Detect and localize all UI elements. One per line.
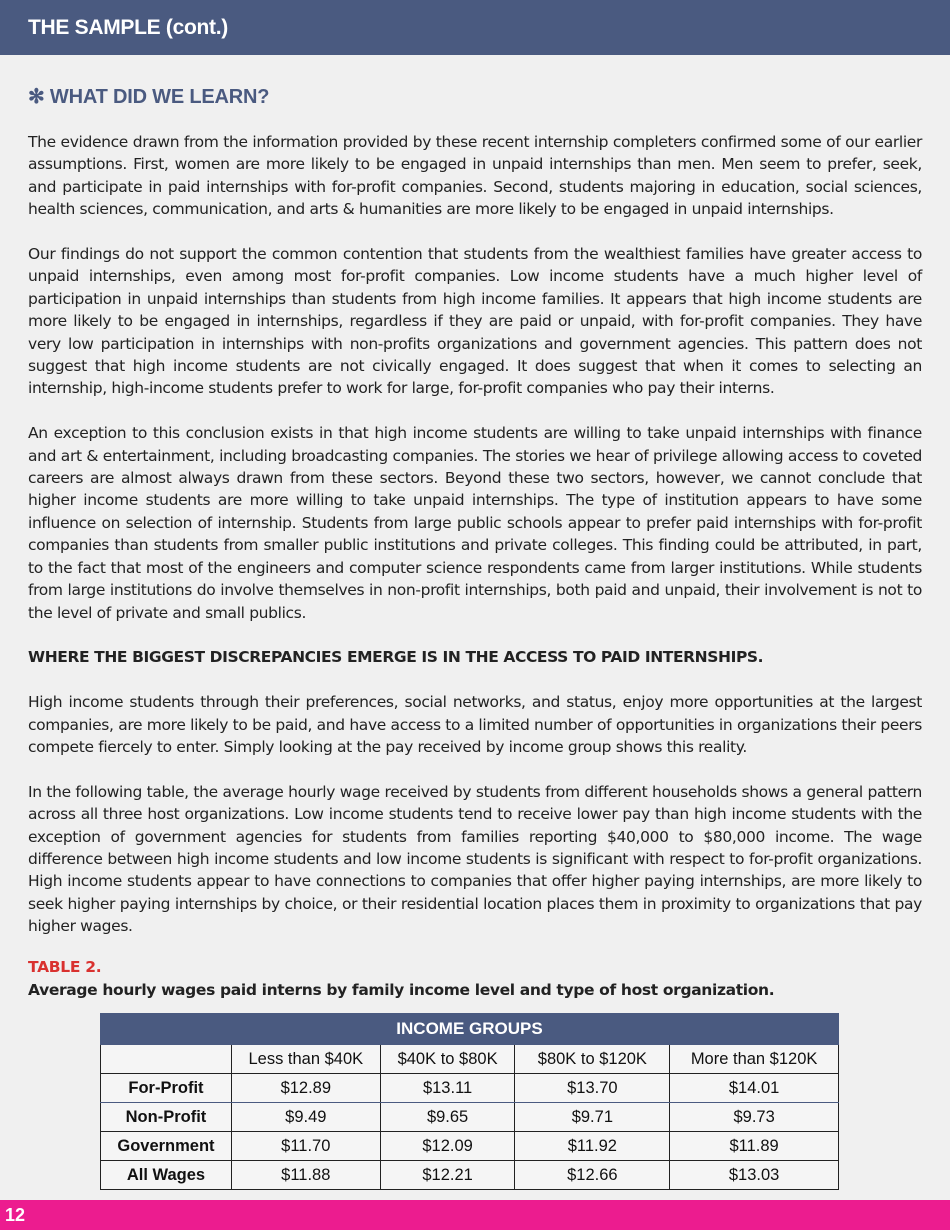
table-row <box>101 1161 839 1190</box>
column-header: $40K to $80K <box>380 1045 515 1074</box>
table-label: TABLE 2. <box>28 958 102 976</box>
table-cell: $14.01 <box>670 1074 839 1103</box>
table-cell: $11.70 <box>231 1132 380 1161</box>
column-header <box>101 1045 232 1074</box>
page-number: 12 <box>5 1205 26 1225</box>
row-label: For-Profit <box>101 1074 232 1103</box>
paragraph: Our findings do not support the common contention that students from the wealthiest families have greater access to unpaid internships, even among most for-profit companies. Low income students have a much higher level of participation in unpaid internships than students from high income families. It appears that high income students are more likely to be engaged in internships, regardless if they are paid or unpaid, with for-profit companies. They have very low participation in internships with non-profits organizations and government agencies. This pattern does not suggest that high income students are not civically engaged. It does suggest that when it comes to selecting an internship, high-income students prefer to work for large, for-profit companies who pay their interns. <box>28 245 922 398</box>
table-row <box>101 1103 839 1132</box>
table-cell: $9.71 <box>515 1103 670 1132</box>
wages-table <box>100 1013 839 1190</box>
table-cell: $9.49 <box>231 1103 380 1132</box>
header-title: THE SAMPLE (cont.) <box>28 16 228 39</box>
table-cell: $12.09 <box>380 1132 515 1161</box>
table-cell: $11.89 <box>670 1132 839 1161</box>
table-row <box>101 1074 839 1103</box>
table-row <box>101 1132 839 1161</box>
emphasis-heading: WHERE THE BIGGEST DISCREPANCIES EMERGE IS IN THE ACCESS TO PAID INTERNSHIPS. <box>28 648 764 667</box>
table-cell: $9.65 <box>380 1103 515 1132</box>
table-cell: $9.73 <box>670 1103 839 1132</box>
table-group-header-row <box>101 1014 839 1045</box>
column-header: More than $120K <box>670 1045 839 1074</box>
table-cell: $13.03 <box>670 1161 839 1190</box>
paragraph: In the following table, the average hourly wage received by students from different households shows a general pattern across all three host organizations. Low income students tend to receive lower pay than high income students with the exception of government agencies for students from families reporting $40,000 to $80,000 income. The wage difference between high income students and low income students is significant with respect to for-profit organizations. High income students appear to have connections to companies that offer higher paying internships, are more likely to seek higher paying internships by choice, or their residential location places them in proximity to organizations that pay higher wages. <box>28 782 922 936</box>
table-caption: Average hourly wages paid interns by family income level and type of host organization. <box>28 981 775 999</box>
paragraph: The evidence drawn from the information provided by these recent internship completers confirmed some of our earlier assumptions. First, women are more likely to be engaged in unpaid internships than men. Men seem to prefer, seek, and participate in paid internships with for-profit companies. Second, students majoring in education, social sciences, health sciences, communication, and arts & humanities are more likely to be engaged in unpaid internships. <box>28 133 922 219</box>
body-text <box>28 131 922 960</box>
section-heading: ✻ WHAT DID WE LEARN? <box>28 86 270 108</box>
income-groups-header: INCOME GROUPS <box>101 1014 839 1045</box>
paragraph: High income students through their preferences, social networks, and status, enjoy more opportunities at the largest companies, are more likely to be paid, and have access to a limited number of opportunities in organizations their peers compete fiercely to enter. Simply looking at the pay received by income group shows this reality. <box>28 693 922 756</box>
table-cell: $12.66 <box>515 1161 670 1190</box>
table-cell: $13.70 <box>515 1074 670 1103</box>
column-header: $80K to $120K <box>515 1045 670 1074</box>
row-label: Government <box>101 1132 232 1161</box>
row-label: Non-Profit <box>101 1103 232 1132</box>
column-header: Less than $40K <box>231 1045 380 1074</box>
table-cell: $13.11 <box>380 1074 515 1103</box>
table-cell: $11.92 <box>515 1132 670 1161</box>
table-cell: $11.88 <box>231 1161 380 1190</box>
footer-bar <box>0 1200 950 1230</box>
row-label: All Wages <box>101 1161 232 1190</box>
paragraph: An exception to this conclusion exists in that high income students are willing to take unpaid internships with finance and art & entertainment, including broadcasting companies. The stories we hear of privilege allowing access to coveted careers are almost always drawn from these sectors. Beyond these two sectors, however, we cannot conclude that higher income students are more willing to take unpaid internships. The type of institution appears to have some influence on selection of internship. Students from large public schools appear to prefer paid internships with for-profit companies than students from smaller public institutions and private colleges. This finding could be attributed, in part, to the fact that most of the engineers and computer science respondents came from larger institutions. While students from large institutions do involve themselves in non-profit internships, both paid and unpaid, their involvement is not to the level of private and small publics. <box>28 424 922 622</box>
table-cell: $12.89 <box>231 1074 380 1103</box>
header-bar <box>0 0 950 55</box>
table-cell: $12.21 <box>380 1161 515 1190</box>
table-column-header-row <box>101 1045 839 1074</box>
